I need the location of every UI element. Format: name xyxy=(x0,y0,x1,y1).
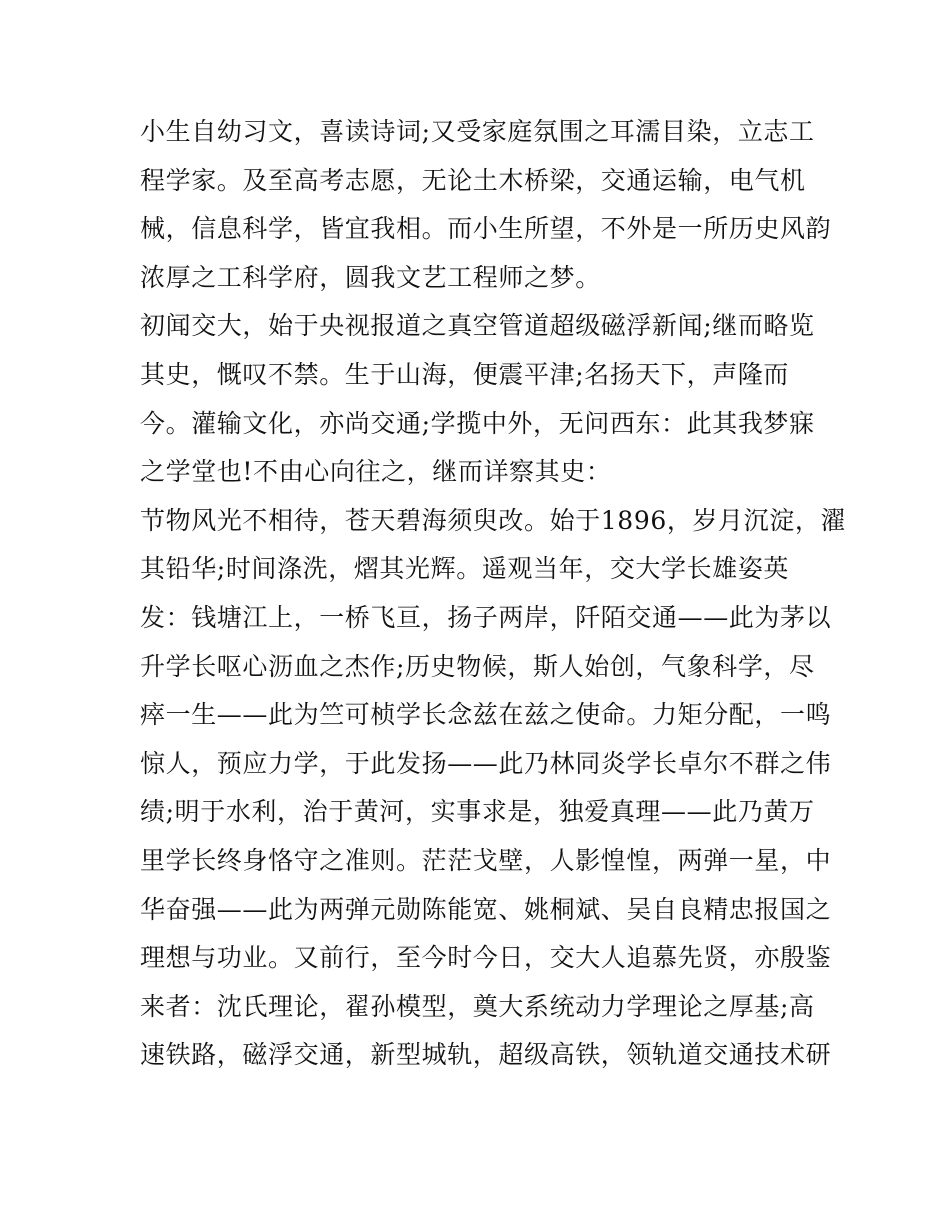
text-line: 节物风光不相待，苍天碧海须臾改。始于1896，岁月沉淀，濯 xyxy=(140,505,847,535)
text-line: 程学家。及至高考志愿，无论土木桥梁，交通运输，电气机 xyxy=(140,165,806,195)
text-line: 之学堂也!不由心向往之，继而详察其史： xyxy=(140,457,612,487)
text-line: 里学长终身恪守之准则。茫茫戈壁，人影惶惶，两弹一星，中 xyxy=(140,845,832,875)
text-line: 来者：沈氏理论，翟孙模型，奠大系统动力学理论之厚基;高 xyxy=(140,991,815,1021)
essay-body xyxy=(140,108,847,1080)
text-line: 惊人，预应力学，于此发扬——此乃林同炎学长卓尔不群之伟 xyxy=(140,748,832,778)
text-line: 速铁路，磁浮交通，新型城轨，超级高铁，领轨道交通技术研 xyxy=(140,1040,832,1070)
text-line: 械，信息科学，皆宜我相。而小生所望，不外是一所历史风韵 xyxy=(140,214,832,244)
text-line: 瘁一生——此为竺可桢学长念兹在兹之使命。力矩分配，一鸣 xyxy=(140,700,832,730)
text-line: 发：钱塘江上，一桥飞亘，扬子两岸，阡陌交通——此为茅以 xyxy=(140,602,832,632)
text-line: 今。灌输文化，亦尚交通;学揽中外，无问西东：此其我梦寐 xyxy=(140,408,815,438)
text-line: 浓厚之工科学府，圆我文艺工程师之梦。 xyxy=(140,262,601,292)
text-line: 其史，慨叹不禁。生于山海，便震平津;名扬天下，声隆而 xyxy=(140,359,790,389)
text-line: 理想与功业。又前行，至今时今日，交大人追慕先贤，亦殷鉴 xyxy=(140,943,832,973)
text-line: 其铅华;时间涤洗，熠其光辉。遥观当年，交大学长雄姿英 xyxy=(140,554,790,584)
text-line: 华奋强——此为两弹元勋陈能宽、姚桐斌、吴自良精忠报国之 xyxy=(140,894,832,924)
text-line: 初闻交大，始于央视报道之真空管道超级磁浮新闻;继而略览 xyxy=(140,311,815,341)
text-line: 升学长呕心沥血之杰作;历史物候，斯人始创，气象科学，尽 xyxy=(140,651,815,681)
text-line: 小生自幼习文，喜读诗词;又受家庭氛围之耳濡目染，立志工 xyxy=(140,117,815,146)
text-line: 绩;明于水利，治于黄河，实事求是，独爱真理——此乃黄万 xyxy=(140,797,815,827)
